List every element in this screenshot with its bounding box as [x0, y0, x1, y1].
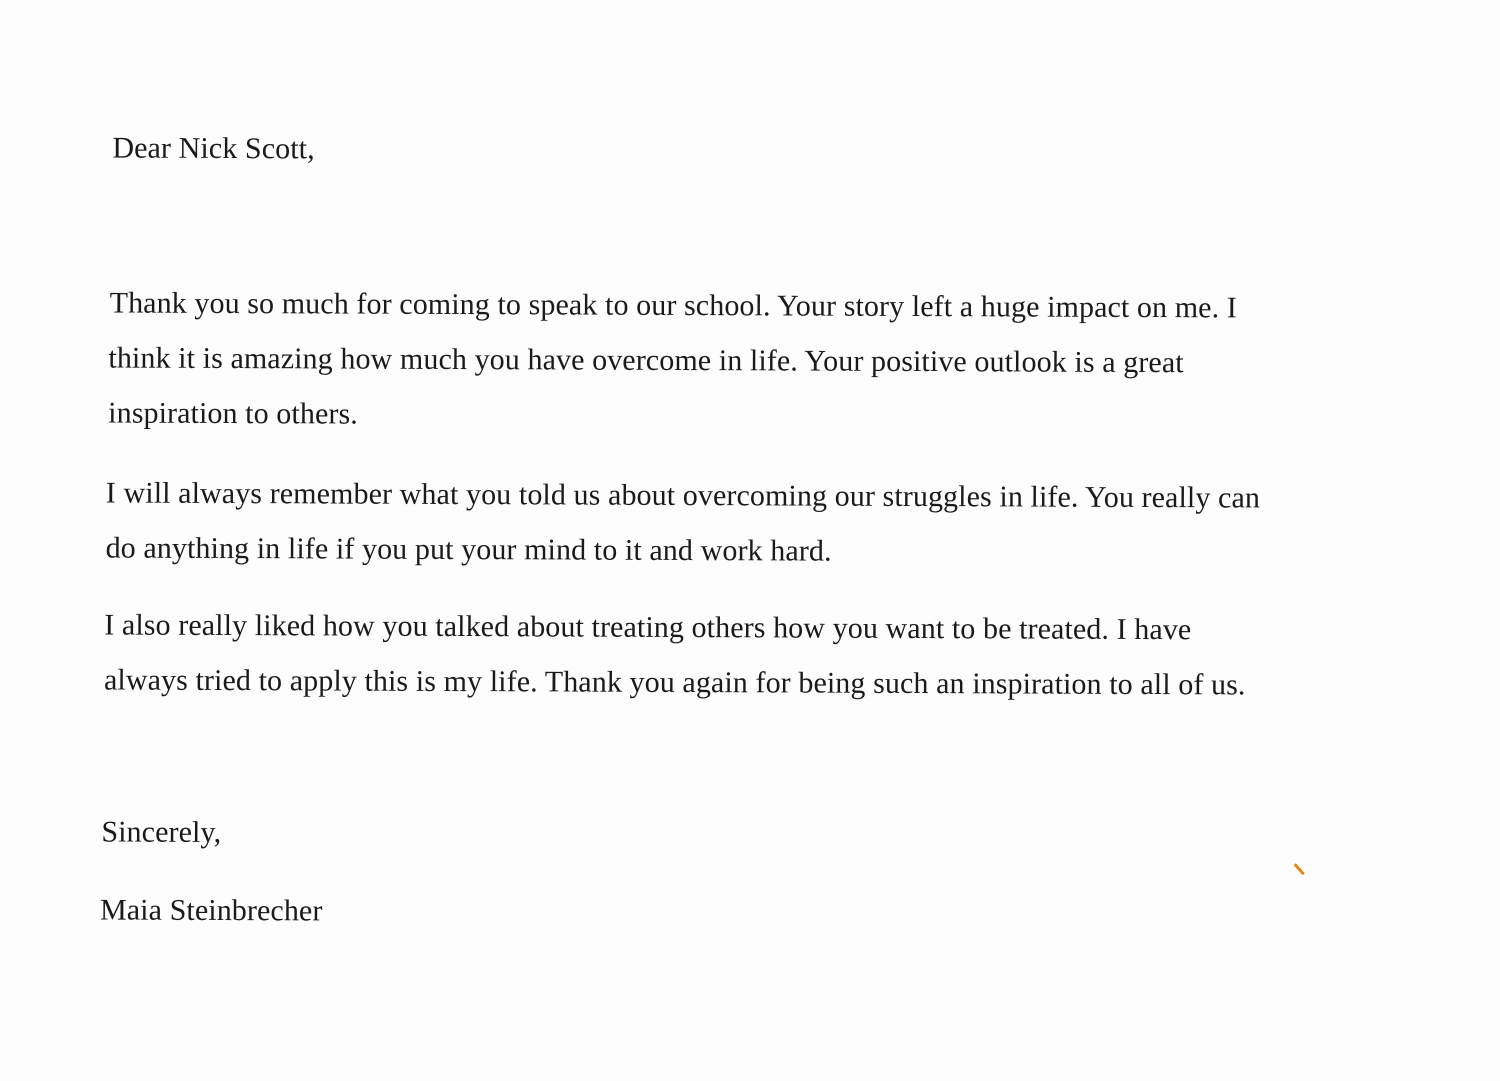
stray-pen-mark	[1293, 863, 1305, 875]
letter-salutation: Dear Nick Scott,	[112, 131, 315, 166]
paragraph-1-line-3: inspiration to others.	[108, 396, 358, 431]
paragraph-3-line-2: always tried to apply this is my life. Thank you again for being such an inspiration to all of us.	[103, 663, 1246, 702]
paragraph-2-line-1: I will always remember what you told us about overcoming our struggles in life. You really can	[105, 476, 1261, 515]
letter-signature: Maia Steinbrecher	[99, 893, 323, 928]
paragraph-1-line-2: think it is amazing how much you have overcome in life. Your positive outlook is a great	[108, 341, 1184, 380]
letter-closing: Sincerely,	[101, 815, 222, 849]
paragraph-1-line-1: Thank you so much for coming to speak to our school. Your story left a huge impact on me. I	[109, 286, 1237, 325]
paragraph-2-line-2: do anything in life if you put your mind to it and work hard.	[105, 531, 832, 568]
paragraph-3-line-1: I also really liked how you talked about treating others how you want to be treated. I have	[104, 608, 1192, 647]
